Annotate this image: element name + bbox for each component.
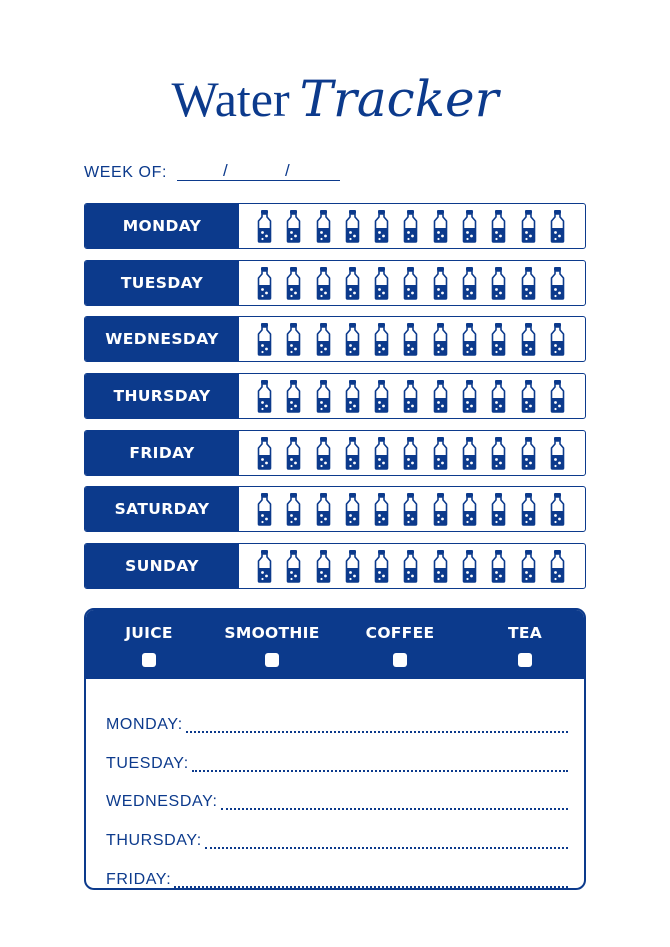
day-row-tuesday [84,260,586,306]
water-bottle-icon[interactable] [285,266,302,300]
water-bottle-icon[interactable] [285,549,302,583]
bottle-row [239,431,585,475]
log-day-label: TUESDAY: [106,754,189,772]
log-day-label: FRIDAY: [106,870,172,888]
water-bottle-icon[interactable] [549,209,566,243]
day-label: FRIDAY [85,431,239,475]
water-bottle-icon[interactable] [315,549,332,583]
day-label: WEDNESDAY [85,317,239,361]
water-bottle-icon[interactable] [402,322,419,356]
drink-option-coffee [345,610,455,679]
water-bottle-icon[interactable] [520,436,537,470]
drink-label: SMOOTHIE [224,624,320,642]
water-bottle-icon[interactable] [285,322,302,356]
week-of-label: WEEK OF: [84,164,168,181]
log-entry-line[interactable] [192,770,568,772]
water-bottle-icon[interactable] [490,379,507,413]
water-bottle-icon[interactable] [256,209,273,243]
water-bottle-icon[interactable] [432,492,449,526]
water-bottle-icon[interactable] [461,549,478,583]
log-day-label: MONDAY: [106,715,183,733]
water-bottle-icon[interactable] [432,436,449,470]
drinks-log [106,696,568,890]
water-bottle-icon[interactable] [402,549,419,583]
log-row-wednesday [106,774,568,813]
bottle-row [239,261,585,305]
water-bottle-icon[interactable] [315,266,332,300]
bottle-row [239,317,585,361]
water-bottle-icon[interactable] [432,322,449,356]
drink-label: TEA [507,624,543,642]
water-bottle-icon[interactable] [549,322,566,356]
water-bottle-icon[interactable] [461,379,478,413]
water-bottle-icon[interactable] [520,322,537,356]
water-bottle-icon[interactable] [344,379,361,413]
title-word-tracker: Tracker [299,70,499,128]
date-separator: / [285,161,290,180]
water-bottle-icon[interactable] [520,266,537,300]
water-bottle-icon[interactable] [373,266,390,300]
water-bottle-icon[interactable] [490,436,507,470]
log-row-tuesday [106,735,568,774]
day-label: TUESDAY [85,261,239,305]
water-bottle-icon[interactable] [373,492,390,526]
date-separator: / [223,161,228,180]
water-bottle-icon[interactable] [520,209,537,243]
water-bottle-icon[interactable] [402,492,419,526]
week-of-field [84,160,340,184]
water-bottle-icon[interactable] [285,379,302,413]
page-title [0,68,670,130]
water-bottle-icon[interactable] [315,322,332,356]
log-day-label: WEDNESDAY: [106,793,218,811]
water-bottle-icon[interactable] [461,436,478,470]
day-row-sunday [84,543,586,589]
week-date-line[interactable] [177,161,340,181]
log-row-monday [106,696,568,735]
water-bottle-icon[interactable] [432,549,449,583]
title-word-water: Water [171,71,290,127]
day-row-wednesday [84,316,586,362]
water-bottle-icon[interactable] [402,266,419,300]
drink-option-tea [470,610,580,679]
water-bottle-icon[interactable] [315,492,332,526]
water-bottle-icon[interactable] [461,322,478,356]
daily-water-tracker [84,203,586,600]
water-bottle-icon[interactable] [373,379,390,413]
water-bottle-icon[interactable] [344,436,361,470]
water-bottle-icon[interactable] [315,209,332,243]
drink-option-smoothie [217,610,327,679]
bottle-row [239,487,585,531]
water-bottle-icon[interactable] [549,436,566,470]
bottle-row [239,204,585,248]
water-bottle-icon[interactable] [461,266,478,300]
drink-label: COFFEE [365,624,435,642]
log-row-thursday [106,812,568,851]
water-bottle-icon[interactable] [402,209,419,243]
water-bottle-icon[interactable] [344,549,361,583]
drinks-header [86,610,584,679]
water-bottle-icon[interactable] [256,322,273,356]
water-bottle-icon[interactable] [490,209,507,243]
water-bottle-icon[interactable] [315,436,332,470]
water-bottle-icon[interactable] [373,436,390,470]
drink-option-juice [94,610,204,679]
water-bottle-icon[interactable] [256,379,273,413]
day-label: SATURDAY [85,487,239,531]
day-label: SUNDAY [85,544,239,588]
water-bottle-icon[interactable] [520,379,537,413]
water-bottle-icon[interactable] [520,492,537,526]
water-bottle-icon[interactable] [373,322,390,356]
day-row-saturday [84,486,586,532]
water-bottle-icon[interactable] [432,266,449,300]
water-bottle-icon[interactable] [432,209,449,243]
water-bottle-icon[interactable] [490,492,507,526]
checkbox-icon[interactable] [393,653,407,667]
other-drinks-panel [84,608,586,890]
water-bottle-icon[interactable] [256,492,273,526]
day-label: THURSDAY [85,374,239,418]
log-entry-line[interactable] [205,847,568,849]
water-bottle-icon[interactable] [344,322,361,356]
water-bottle-icon[interactable] [461,492,478,526]
water-bottle-icon[interactable] [432,379,449,413]
water-bottle-icon[interactable] [402,436,419,470]
water-bottle-icon[interactable] [490,266,507,300]
day-row-monday [84,203,586,249]
checkbox-icon[interactable] [142,653,156,667]
water-bottle-icon[interactable] [256,266,273,300]
water-bottle-icon[interactable] [490,322,507,356]
log-entry-line[interactable] [174,886,568,888]
water-bottle-icon[interactable] [315,379,332,413]
checkbox-icon[interactable] [265,653,279,667]
water-bottle-icon[interactable] [549,492,566,526]
water-bottle-icon[interactable] [520,549,537,583]
water-bottle-icon[interactable] [344,209,361,243]
bottle-row [239,374,585,418]
day-row-friday [84,430,586,476]
water-bottle-icon[interactable] [373,209,390,243]
water-bottle-icon[interactable] [461,209,478,243]
day-label: MONDAY [85,204,239,248]
drink-label: JUICE [125,624,173,642]
water-bottle-icon[interactable] [549,266,566,300]
water-bottle-icon[interactable] [549,549,566,583]
water-bottle-icon[interactable] [402,379,419,413]
water-bottle-icon[interactable] [285,436,302,470]
water-bottle-icon[interactable] [256,549,273,583]
log-entry-line[interactable] [186,731,568,733]
water-bottle-icon[interactable] [344,266,361,300]
water-bottle-icon[interactable] [490,549,507,583]
water-bottle-icon[interactable] [285,209,302,243]
checkbox-icon[interactable] [518,653,532,667]
log-row-friday [106,851,568,890]
water-bottle-icon[interactable] [285,492,302,526]
water-bottle-icon[interactable] [373,549,390,583]
water-bottle-icon[interactable] [256,436,273,470]
bottle-row [239,544,585,588]
log-day-label: THURSDAY: [106,832,202,850]
log-entry-line[interactable] [221,808,569,810]
day-row-thursday [84,373,586,419]
water-bottle-icon[interactable] [549,379,566,413]
water-bottle-icon[interactable] [344,492,361,526]
